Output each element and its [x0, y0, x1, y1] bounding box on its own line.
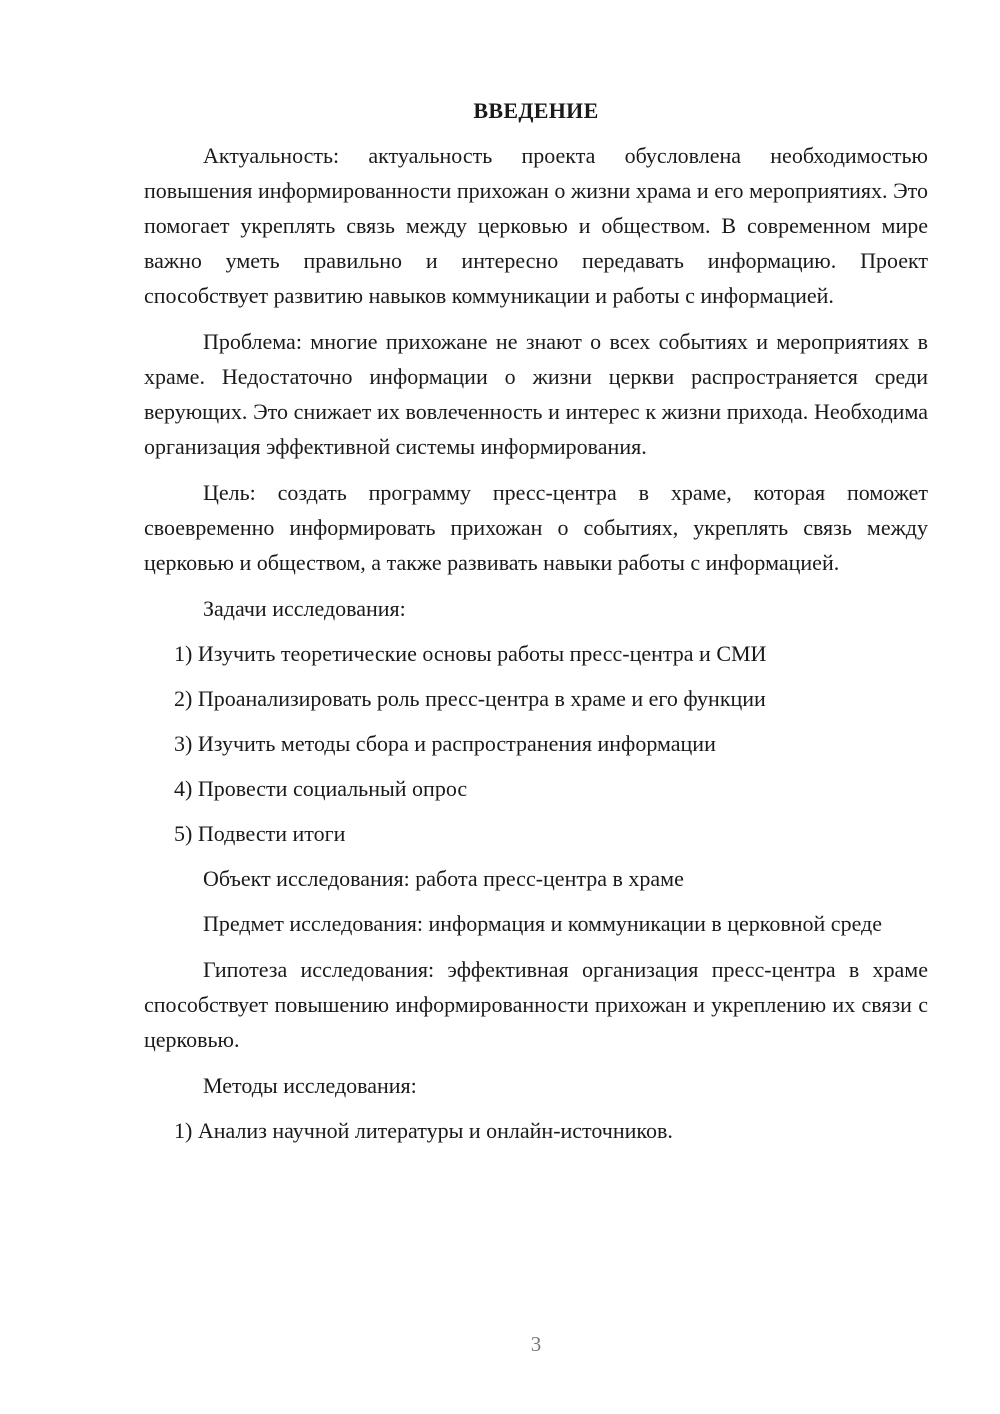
task-item: 3) Изучить методы сбора и распространения информации: [174, 731, 716, 756]
goal-paragraph: Цель: создать программу пресс-центра в храме, которая поможет своевременно информировать прихожан о событиях, укреплять связь между церковью и обществом, а также развивать навыки работы с информацией.: [144, 480, 928, 575]
task-item: 1) Изучить теоретические основы работы пресс-центра и СМИ: [174, 641, 767, 666]
method-item: 1) Анализ научной литературы и онлайн-источников.: [174, 1118, 673, 1143]
problem-paragraph: Проблема: многие прихожане не знают о всех событиях и мероприятиях в храме. Недостаточно информации о жизни церкви распространяется среди верующих. Это снижает их вовлеченность и интерес к жизни прихода. Необходима организация эффективной системы информирования.: [144, 329, 928, 459]
subject-paragraph: Предмет исследования: информация и коммуникации в церковной среде: [203, 911, 883, 936]
object-line: Объект исследования: работа пресс-центра в храме: [203, 866, 684, 891]
task-item: 2) Проанализировать роль пресс-центра в храме и его функции: [174, 686, 766, 711]
task-item: 4) Провести социальный опрос: [174, 776, 468, 801]
hypothesis-paragraph: Гипотеза исследования: эффективная организация пресс-центра в храме способствует повышению информированности прихожан и укреплению их связи с церковью.: [144, 957, 928, 1052]
page-content: [144, 96, 928, 1158]
task-item: 5) Подвести итоги: [174, 821, 346, 846]
section-heading: ВВЕДЕНИЕ: [473, 98, 599, 123]
relevance-paragraph: Актуальность: актуальность проекта обусловлена необходимостью повышения информированности прихожан о жизни храма и его мероприятиях. Это помогает укреплять связь между церковью и обществом. В современном мире важно уметь правильно и интересно передавать информацию. Проект способствует развитию навыков коммуникации и работы с информацией.: [144, 143, 928, 308]
methods-label: Методы исследования:: [203, 1073, 417, 1098]
page-number: 3: [530, 1332, 542, 1356]
tasks-label: Задачи исследования:: [203, 596, 406, 621]
